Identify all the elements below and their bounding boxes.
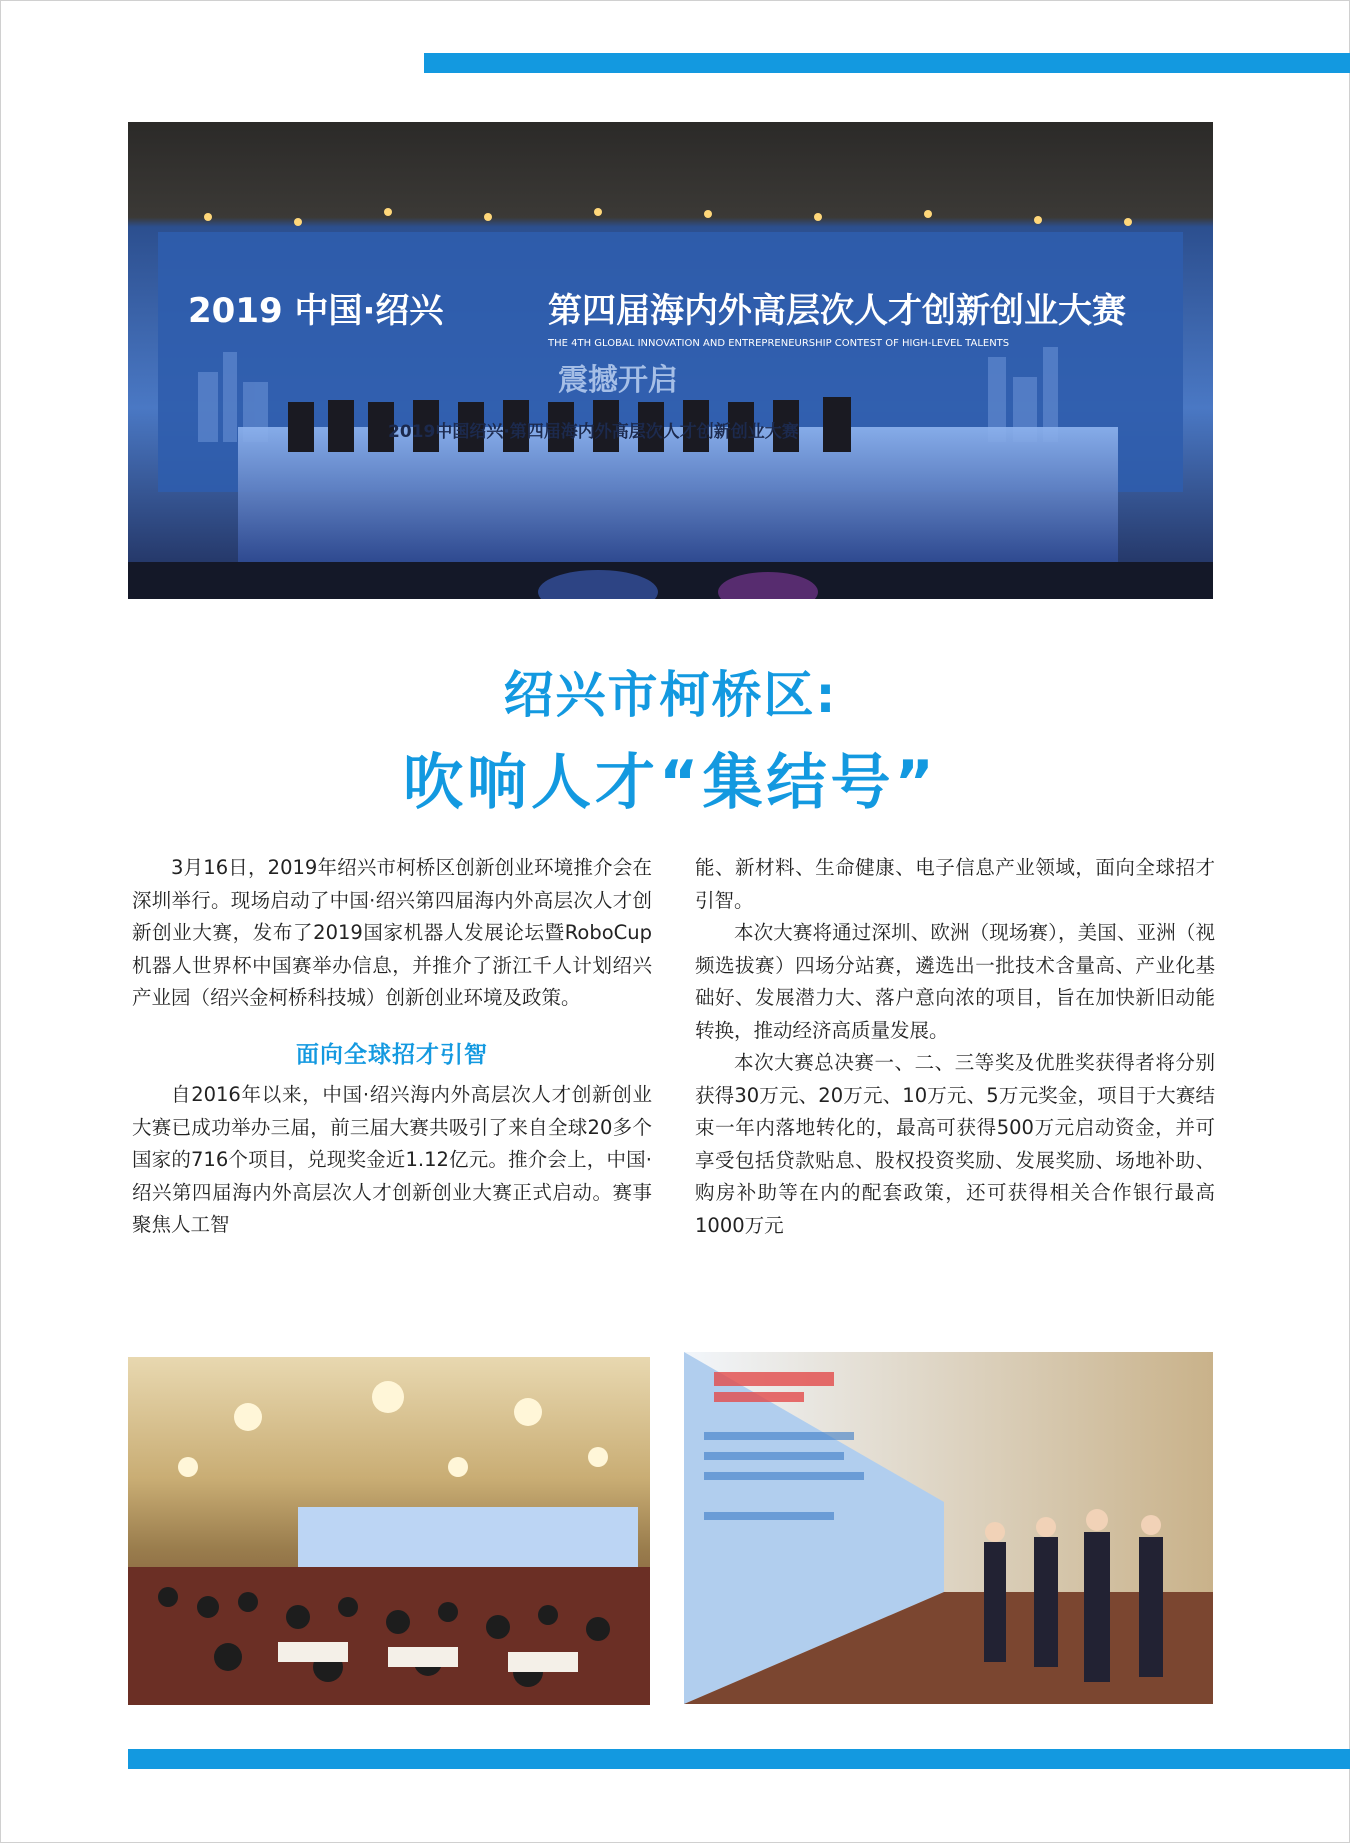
- conference-hall-photo: [128, 1357, 650, 1705]
- bottom-accent-bar: [128, 1749, 1350, 1769]
- exhibition-corridor-photo: [684, 1352, 1213, 1704]
- body-paragraph-continued: 能、新材料、生命健康、电子信息产业领域，面向全球招才引智。: [695, 856, 1215, 912]
- hero-banner-slogan: 震撼开启: [558, 363, 678, 398]
- body-paragraph: 本次大赛总决赛一、二、三等奖及优胜奖获得者将分别获得30万元、20万元、10万元、5万元奖金，项目于大赛结束一年内落地转化的，最高可获得500万元启动资金，并可享受包括贷款贴息、股权投资奖励、发展奖励、场地补助、购房补助等在内的配套政策，还可获得相关合作银行最高1000万元: [695, 1051, 1215, 1237]
- headline-line-2: 吹响人才“集结号”: [403, 748, 938, 818]
- hero-podium-text: 2019中国绍兴·第四届海内外高层次人才创新创业大赛: [388, 422, 799, 442]
- section-heading: 面向全球招才引智: [296, 1041, 488, 1068]
- headline-line-1: 绍兴市柯桥区:: [503, 666, 838, 724]
- top-accent-bar: [424, 53, 1350, 73]
- intro-paragraph: 3月16日，2019年绍兴市柯桥区创新创业环境推介会在深圳举行。现场启动了中国·绍兴第四届海内外高层次人才创新创业大赛，发布了2019国家机器人发展论坛暨RoboCup机器人世界杯中国赛举办信息，并推介了浙江千人计划绍兴产业园（绍兴金柯桥科技城）创新创业环境及政策。: [132, 856, 652, 1009]
- body-paragraph: 本次大赛将通过深圳、欧洲（现场赛），美国、亚洲（视频选拔赛）四场分站赛，遴选出一批技术含量高、产业化基础好、发展潜力大、落户意向浓的项目，旨在加快新旧动能转换，推动经济高质量发展。: [695, 921, 1215, 1042]
- hero-photo-launch-ceremony: [128, 122, 1213, 599]
- article-column-right: [695, 852, 1215, 1242]
- hero-banner-year: 2019 中国·绍兴: [188, 291, 444, 331]
- hero-banner-subtitle: THE 4TH GLOBAL INNOVATION AND ENTREPRENEURSHIP CONTEST OF HIGH-LEVEL TALENTS: [548, 338, 1010, 349]
- hero-banner-title: 第四届海内外高层次人才创新创业大赛: [548, 291, 1126, 331]
- article-column-left: [132, 852, 652, 1242]
- body-paragraph: 自2016年以来，中国·绍兴海内外高层次人才创新创业大赛已成功举办三届，前三届大赛共吸引了来自全球20多个国家的716个项目，兑现奖金近1.12亿元。推介会上，中国·绍兴第四届海内外高层次人才创新创业大赛正式启动。赛事聚焦人工智: [132, 1083, 652, 1236]
